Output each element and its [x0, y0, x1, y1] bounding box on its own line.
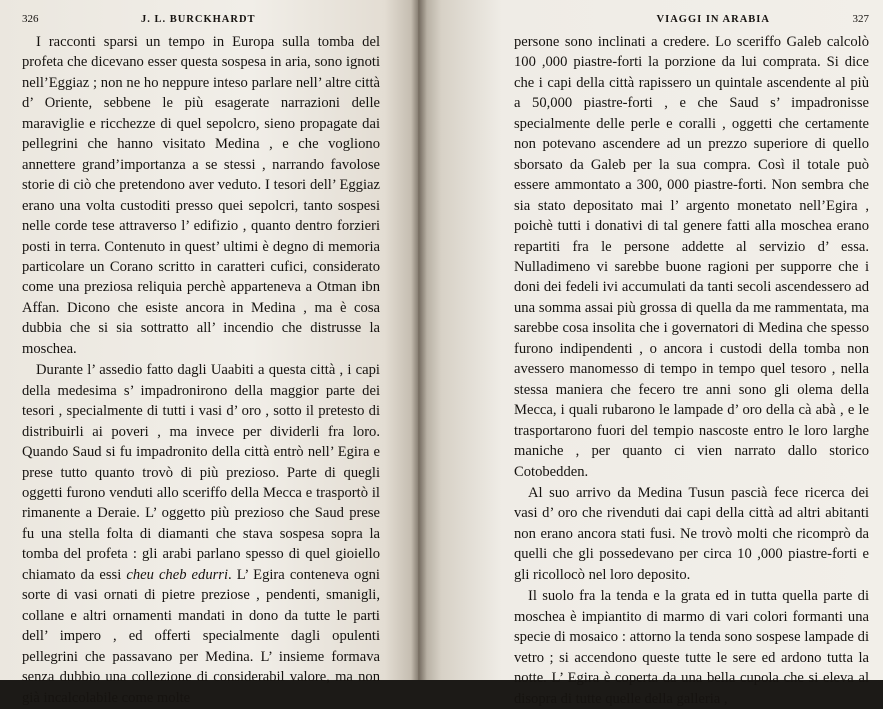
- right-page-text: [514, 32, 869, 709]
- left-page-number: 326: [22, 13, 39, 25]
- left-paragraph-2-end: . L’ Egira conteneva ogni sorte di vasi ornati di pietre preziose , pendenti, smanigli, collane e altri ornamenti mandati in dono da tutte le parti dell’ impero , ed offerti specialmente dagli opulenti pellegrini che passavano per Medina. L’ insieme formava senza dubbio una collezione di considerabil valore, ma non già incalcolabile come molte: [22, 566, 380, 706]
- right-header-title: VIAGGI IN ARABIA: [656, 14, 770, 25]
- left-paragraph-2: [22, 360, 380, 708]
- right-running-head: [514, 6, 869, 32]
- left-running-head: [22, 6, 380, 32]
- left-paragraph-1: I racconti sparsi un tempo in Europa sulla tomba del profeta che dicevano esser questa sospesa in aria, sono ignoti nell’Eggiaz ; non ne ho neppure inteso parlare nell’ altre città d’ Oriente, sebbene le più esagerate narrazioni delle maraviglie e ricchezze di quel sepolcro, sieno propagate dai pellegrini che hanno visitato Medina , e che vogliono annettere grand’importanza a se stessi , narrando favolose storie di ciò che pretendono aver veduto. I tesori dell’ Eggiaz erano una volta custoditi presso quei sepolcri, tanto sospesi nelle corde tese attraverso l’ edifizio , quanto dentro forzieri posti in terra. Contenuto in quest’ ultimi è degno di memoria particolare un Corano scritto in caratteri cufici, considerato come una preziosa reliquia perchè apparteneva a Otman ibn Affan. Dicono che esiste ancora in Medina , ma è cosa dubbia che si sia sottratto all’ incendio che distrusse la moschea.: [22, 34, 380, 357]
- left-header-title: J. L. BURCKHARDT: [140, 14, 256, 25]
- left-page: [0, 0, 418, 706]
- right-page: [418, 0, 883, 707]
- left-page-text: [22, 32, 380, 708]
- right-page-number: 327: [852, 13, 869, 25]
- book-gutter: [411, 0, 427, 680]
- italic-phrase: cheu cheb edurri: [126, 566, 229, 583]
- right-paragraph-2: Al suo arrivo da Medina Tusun pascià fece ricerca dei vasi d’ oro che rivenduti dai capi della città ad altri abitanti non erano ancora stati fusi. Ne trovò molti che ricomprò da quelli che gli possedevano per circa 10 ,000 piastre-forti e gli ricollocò nel loro deposito.: [514, 484, 869, 583]
- left-paragraph-2-text: Durante l’ assedio fatto dagli Uaabiti a questa città , i capi della medesima s’ impadronirono della maggior parte dei tesori , specialmente di tutti i vasi d’ oro , sotto il pretesto di distribuirli ai poveri , ma invece per dividerli fra loro. Quando Saud si fu impadronito della città entrò nell’ Egira e prese tutto quanto trovò di più prezioso. Parte di quegli oggetti furono venduti allo sceriffo della Mecca e trasportò il rimanente a Deraie. L’ oggetto più prezioso che Saud prese fu una stella folta di diamanti che stava sospesa sopra la tomba del profeta : gli arabi parlano spesso di quel gioiello chiamato da essi: [22, 362, 380, 583]
- right-paragraph-3: Il suolo fra la tenda e la grata ed in tutta quella parte di moschea è impiantito di marmo di vari colori formanti una specie di mosaico : attorno la tenda sono sospese lampade di vetro ; si accendono queste tutte le sere ed ardono tutta la notte. L’ Egira è coperta da una bella cupola che si eleva al disopra di tutte quelle della galleria ,: [514, 588, 869, 707]
- right-paragraph-1: persone sono inclinati a credere. Lo sceriffo Galeb calcolò 100 ,000 piastre-forti la porzione da lui comprata. Si dice che i capi della città rapissero un quintale ascendente al più a 50,000 piastre-forti , e che Saud s’ impadronisse specialmente delle perle e coralli , oggetti che certamente non potevano ascendere ad un prezzo superiore di quello sborsato da Galeb per la sua compra. Così il totale può essere ammontato a 300, 000 piastre-forti. Non sembra che sia stato depositato mai l’ argento monetato nell’Egira , poichè tutti i donativi di tal genere fatti alla moschea erano repartiti fra le persone addette al servizio d’ essa. Nulladimeno vi sarebbe buone ragioni per supporre che i doni dei fedeli ivi accumulati da tanti secoli ascendessero ad una somma assai più grossa di quella da me rammentata, ma sarebbe cosa insolita che i governatori di Medina che spesso furono indipendenti , o ancora i custodi della tomba non avessero manomesso di tempo in tempo quel tesoro , nella stessa maniera che fecero tre anni sono gli olema della Mecca, i quali rubarono le lampade d’ oro della cà abà , e le trasportarono fuori del tempio nascoste entro le loro larghe maniche , per quanto ci vien narrato dallo storico Cotobedden.: [514, 34, 869, 480]
